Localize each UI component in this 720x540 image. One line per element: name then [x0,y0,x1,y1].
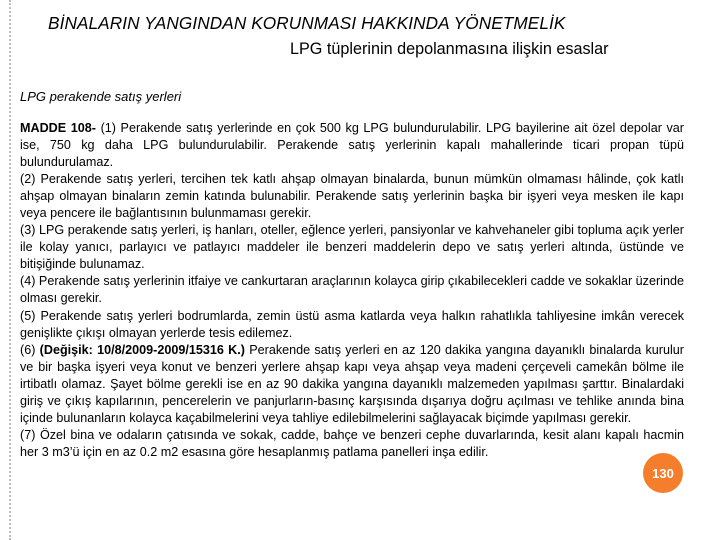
paragraph-5: (5) Perakende satış yerleri bodrumlarda, zemin üstü asma katlarda veya halkın rahatlıkla tahliyesine imkân verecek genişlikte çıkışı olmayan yerlerde tesis edilemez. [20,308,684,340]
paragraph-1-text: (1) Perakende satış yerlerinde en çok 500 kg LPG bulundurulabilir. LPG bayilerine ait özel depolar var ise, 750 kg daha LPG bulundurulabilir. Perakende satış yerlerinin kapalı mahallerinde ticari propan tüpü bulundurulamaz. [20,121,684,170]
document-subtitle: LPG tüplerinin depolanmasına ilişkin esaslar [290,40,609,58]
paragraph-6-text: Perakende satış yerleri en az 120 dakika yangına dayanıklı binalarda kurulur ve bir başka işyeri veya konut ve benzeri yerlere ahşap kapı veya ahşap veya madeni çerçeveli camekân bölme ile irtibatlı olamaz. Şayet bölme gerekli ise en az 90 dakika yangına dayanıklı malzemeden yapılması şarttır. Binalardaki giriş ve çıkış kapılarının, pencerelerin ve panjurların-basınç karşısında dışarıya doğru açılması ve tehlike anında bina içinde bulunanların kolayca kaçabilmelerini veya tahliye edilebilmelerini sağlayacak biçimde yapılması gerekir. [20,342,685,425]
left-dotted-rule [9,0,11,540]
amendment-note: (Değişik: 10/8/2009-2009/15316 K.) [39,342,245,357]
article-label: MADDE 108- [20,121,96,135]
paragraph-2: (2) Perakende satış yerleri, tercihen tek katlı ahşap olmayan binalarda, bunun mümkün olmaması hâlinde, çok katlı ahşap olmayan binaların zemin katında bulunabilir. Perakende satış yerlerinin başka bir işyeri veya mesken ile kapı veya pencere ile bağlantısının bulunmaması gerekir. [20,172,684,221]
paragraph-6 [20,342,684,427]
document-title: BİNALARIN YANGINDAN KORUNMASI HAKKINDA YÖNETMELİK [48,13,566,33]
article-body [20,120,684,461]
section-heading: LPG perakende satış yerleri [20,89,182,104]
paragraph-3: (3) LPG perakende satış yerleri, iş hanları, oteller, eğlence yerleri, pansiyonlar ve kahvehaneler gibi topluma açık yerler ile kolay yanıcı, parlayıcı ve patlayıcı maddeler ile benzeri maddelerin depo ve satış yerleri altında, üstünde ve bitişiğinde bulunamaz. [20,223,684,272]
paragraph-7: (7) Özel bina ve odaların çatısında ve sokak, cadde, bahçe ve benzeri cephe duvarlarında, kesit alanı kapalı hacmin her 3 m3’ü için en az 0.2 m2 esasına göre hesaplanmış patlama panelleri inşa edilir. [20,427,684,459]
page-number-badge: 130 [643,453,683,493]
paragraph-1 [20,120,684,171]
paragraph-6-prefix: (6) [20,342,40,357]
paragraph-4: (4) Perakende satış yerlerinin itfaiye ve cankurtaran araçlarının kolayca girip çıkabilecekleri cadde ve sokaklar üzerinde olması gerekir. [20,274,684,306]
